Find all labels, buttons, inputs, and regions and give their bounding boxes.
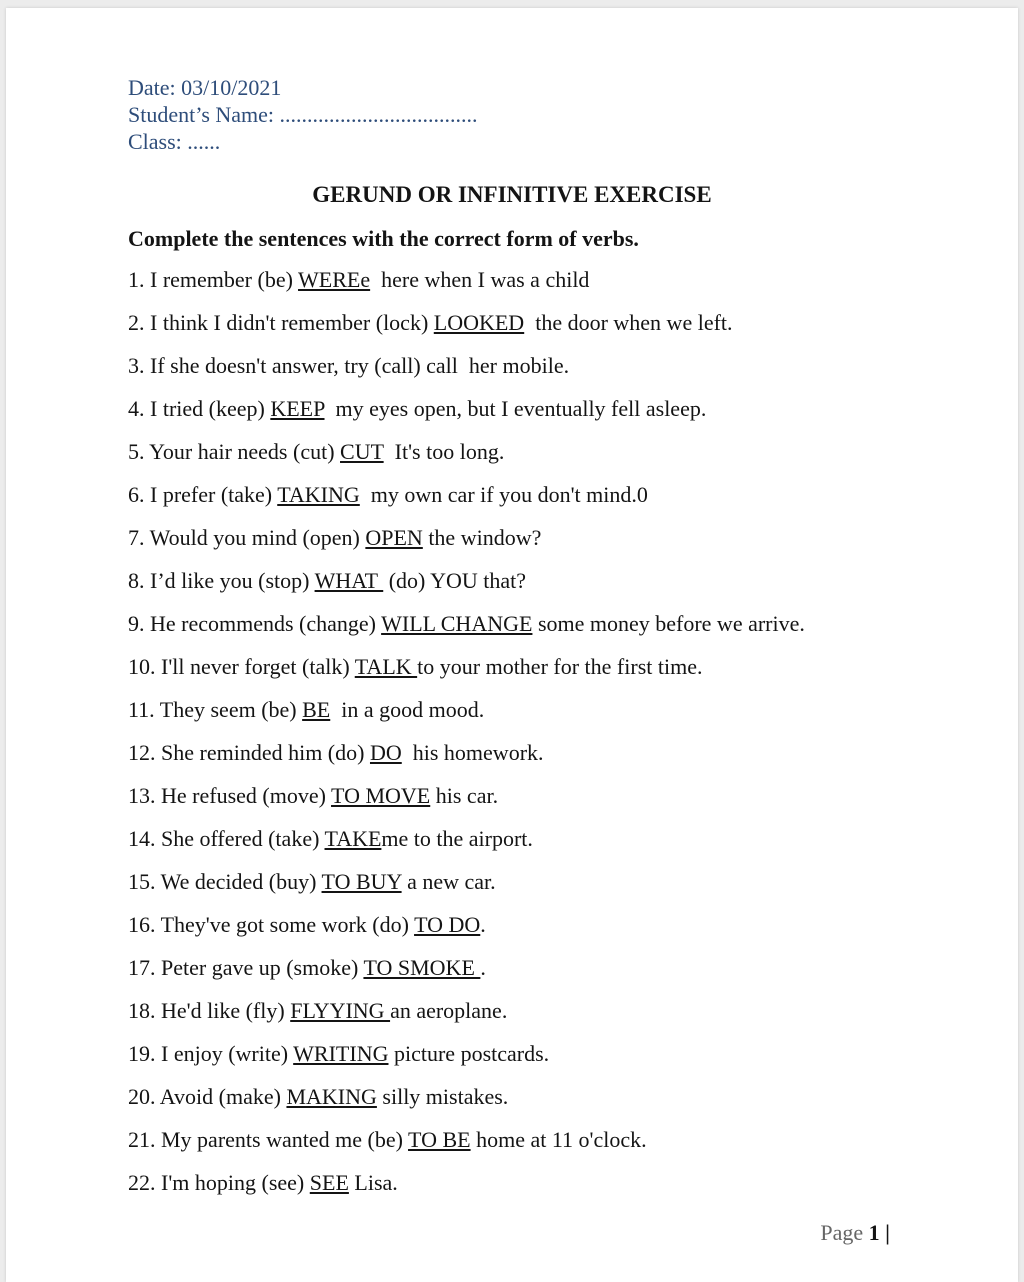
exercise-answer: WHAT	[314, 568, 384, 593]
exercise-number: 20.	[128, 1084, 156, 1109]
exercise-item	[128, 309, 805, 352]
exercise-number: 17.	[128, 955, 156, 980]
exercise-text-after: in a good mood.	[330, 697, 485, 722]
exercise-number: 5.	[128, 439, 145, 464]
exercise-text-before: I tried (keep)	[144, 396, 271, 421]
exercise-list	[128, 266, 805, 1212]
exercise-number: 16.	[128, 912, 156, 937]
worksheet-title: GERUND OR INFINITIVE EXERCISE	[312, 182, 712, 207]
exercise-answer: TO BE	[408, 1127, 471, 1152]
exercise-text-before: He'd like (fly)	[155, 998, 291, 1023]
exercise-number: 4.	[128, 396, 145, 421]
exercise-text-after: some money before we arrive.	[532, 611, 805, 636]
page-number: 1	[868, 1220, 880, 1245]
exercise-text-after: silly mistakes.	[376, 1084, 509, 1109]
page-label: Page	[820, 1220, 869, 1245]
exercise-number: 21.	[128, 1127, 156, 1152]
exercise-answer: KEEP	[270, 396, 325, 421]
exercise-text-after: his homework.	[401, 740, 544, 765]
exercise-answer: TO DO	[414, 912, 481, 937]
exercise-item	[128, 438, 805, 481]
exercise-item	[128, 524, 805, 567]
exercise-answer: TO MOVE	[331, 783, 431, 808]
exercise-answer: WEREe	[298, 267, 371, 292]
exercise-item	[128, 868, 805, 911]
exercise-text-before: I'll never forget (talk)	[155, 654, 355, 679]
exercise-number: 18.	[128, 998, 156, 1023]
exercise-text-before: We decided (buy)	[155, 869, 322, 894]
exercise-item	[128, 481, 805, 524]
exercise-text-before: I remember (be)	[144, 267, 299, 292]
exercise-item	[128, 825, 805, 868]
exercise-number: 19.	[128, 1041, 156, 1066]
exercise-item	[128, 739, 805, 782]
exercise-number: 9.	[128, 611, 145, 636]
exercise-number: 1.	[128, 267, 145, 292]
exercise-text-before: She offered (take)	[155, 826, 325, 851]
exercise-text-before: They seem (be)	[154, 697, 303, 722]
exercise-answer: TAKING	[277, 482, 360, 507]
exercise-text-before: I’d like you (stop)	[144, 568, 315, 593]
exercise-item	[128, 1126, 805, 1169]
exercise-item	[128, 1169, 805, 1212]
exercise-item	[128, 610, 805, 653]
exercise-text-after: me to the airport.	[381, 826, 533, 851]
exercise-text-before: Peter gave up (smoke)	[155, 955, 364, 980]
exercise-number: 15.	[128, 869, 156, 894]
exercise-number: 22.	[128, 1170, 156, 1195]
exercise-text-after: an aeroplane.	[390, 998, 508, 1023]
exercise-number: 8.	[128, 568, 145, 593]
exercise-number: 10.	[128, 654, 156, 679]
exercise-item	[128, 954, 805, 997]
exercise-answer: WILL CHANGE	[381, 611, 533, 636]
exercise-answer: TALK	[354, 654, 418, 679]
exercise-item	[128, 653, 805, 696]
exercise-text-after: my eyes open, but I eventually fell asleep.	[324, 396, 707, 421]
exercise-text-before: Would you mind (open)	[144, 525, 366, 550]
exercise-item	[128, 395, 805, 438]
exercise-answer: DO	[369, 740, 402, 765]
exercise-text-after: picture postcards.	[388, 1041, 550, 1066]
exercise-answer: TO SMOKE	[363, 955, 481, 980]
exercise-text-after: a new car.	[401, 869, 496, 894]
exercise-text-after: It's too long.	[383, 439, 505, 464]
exercise-text-after: home at 11 o'clock.	[470, 1127, 647, 1152]
exercise-answer: OPEN	[365, 525, 423, 550]
exercise-answer: MAKING	[286, 1084, 377, 1109]
exercise-number: 2.	[128, 310, 145, 335]
exercise-text-after: the window?	[422, 525, 542, 550]
page-separator: |	[879, 1220, 890, 1245]
exercise-text-before: I think I didn't remember (lock)	[144, 310, 434, 335]
exercise-text-before: He recommends (change)	[144, 611, 382, 636]
exercise-text-after: Lisa.	[348, 1170, 398, 1195]
exercise-text-after: to your mother for the first time.	[417, 654, 703, 679]
exercise-text-after: his car.	[430, 783, 499, 808]
exercise-number: 3.	[128, 353, 145, 378]
exercise-text-before: I'm hoping (see)	[155, 1170, 310, 1195]
exercise-item	[128, 997, 805, 1040]
class-line: Class: ......	[128, 129, 221, 154]
exercise-text-after: .	[480, 912, 486, 937]
exercise-text-before: If she doesn't answer, try (call) call her mobile.	[144, 353, 570, 378]
exercise-item	[128, 911, 805, 954]
exercise-item	[128, 1040, 805, 1083]
exercise-answer: TAKE	[324, 826, 382, 851]
instruction-text: Complete the sentences with the correct form of verbs.	[128, 226, 639, 251]
student-name-line: Student’s Name: ....................................	[128, 102, 478, 127]
exercise-text-after: .	[480, 955, 486, 980]
exercise-answer: CUT	[340, 439, 384, 464]
exercise-item	[128, 266, 805, 309]
exercise-item	[128, 567, 805, 610]
exercise-text-before: She reminded him (do)	[155, 740, 370, 765]
exercise-text-after: my own car if you don't mind.0	[359, 482, 648, 507]
page-footer	[820, 1220, 890, 1246]
exercise-answer: LOOKED	[433, 310, 525, 335]
exercise-number: 12.	[128, 740, 156, 765]
header-block	[128, 74, 478, 155]
exercise-item	[128, 782, 805, 825]
exercise-item	[128, 1083, 805, 1126]
exercise-number: 14.	[128, 826, 156, 851]
exercise-text-before: They've got some work (do)	[155, 912, 415, 937]
exercise-answer: FLYYING	[290, 998, 391, 1023]
exercise-text-after: the door when we left.	[524, 310, 733, 335]
exercise-item	[128, 352, 805, 395]
exercise-text-before: I enjoy (write)	[155, 1041, 294, 1066]
exercise-text-after: (do) YOU that?	[383, 568, 526, 593]
exercise-text-after: here when I was a child	[370, 267, 590, 292]
exercise-answer: BE	[302, 697, 331, 722]
exercise-text-before: Your hair needs (cut)	[144, 439, 341, 464]
exercise-text-before: My parents wanted me (be)	[155, 1127, 409, 1152]
exercise-text-before: He refused (move)	[155, 783, 332, 808]
exercise-answer: SEE	[309, 1170, 349, 1195]
exercise-text-before: I prefer (take)	[144, 482, 278, 507]
exercise-answer: TO BUY	[321, 869, 402, 894]
exercise-number: 13.	[128, 783, 156, 808]
exercise-answer: WRITING	[293, 1041, 389, 1066]
date-line: Date: 03/10/2021	[128, 75, 282, 100]
exercise-number: 6.	[128, 482, 145, 507]
exercise-item	[128, 696, 805, 739]
exercise-number: 7.	[128, 525, 145, 550]
worksheet-page	[6, 8, 1018, 1282]
exercise-number: 11.	[128, 697, 155, 722]
exercise-text-before: Avoid (make)	[155, 1084, 287, 1109]
